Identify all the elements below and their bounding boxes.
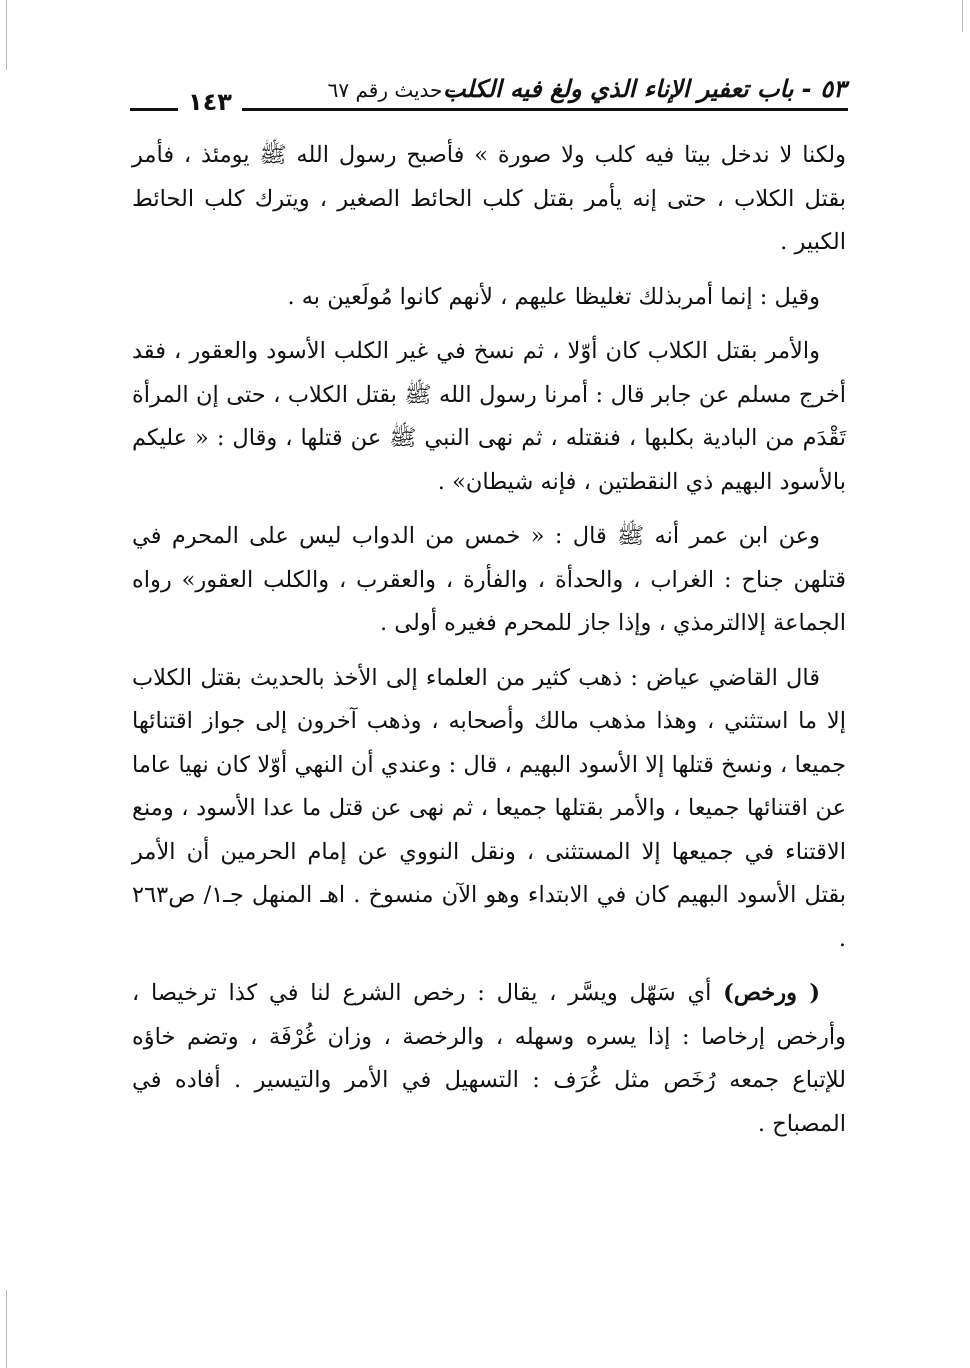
scan-edge-left-bottom <box>6 1290 7 1368</box>
page-body <box>132 134 846 1157</box>
definition-text: أي سَهّل ويسَّر ، يقال : رخص الشرع لنا في كذا ترخيصا ، وأرخص إرخاصا : إذا يسره وسهله ، والرخصة ، وزان غُرْفَة ، وتضم خاؤه للإتباع جمعه رُخَص مثل غُرَف : التسهيل في الأمر والتيسير . أفاده في المصباح . <box>132 980 846 1137</box>
paragraph-2: وقيل : إنما أمربذلك تغليظا عليهم ، لأنهم كانوا مُولَعين به . <box>287 283 820 310</box>
page-header <box>130 68 848 120</box>
hadith-number: - حديث رقم ٦٧ <box>327 78 456 102</box>
paragraph-1: ولكنا لا ندخل بيتا فيه كلب ولا صورة » فأصبح رسول الله ﷺ يومئذ ، فأمر بقتل الكلاب ، حتى إنه يأمر بقتل كلب الحائط الصغير ، ويترك كلب الحائط الكبير . <box>132 142 846 255</box>
paragraph-4: وعن ابن عمر أنه ﷺ قال : « خمس من الدواب ليس على المحرم في قتلهن جناح : الغراب ، والحدأة ، والفأرة ، والعقرب ، والكلب العقور» رواه الجماعة إلاالترمذي ، وإذا جاز للمحرم فغيره أولى . <box>132 523 846 636</box>
paragraph-5: قال القاضي عياض : ذهب كثير من العلماء إلى الأخذ بالحديث بقتل الكلاب إلا ما استثني ، وهذا مذهب مالك وأصحابه ، وذهب آخرون إلى جواز اقتنائها جميعا ، ونسخ قتلها إلا الأسود البهيم ، قال : وعندي أن النهي أوّلا كان نهيا عاما عن اقتنائها جميعا ، والأمر بقتلها جميعا ، ثم نهى عن قتل ما عدا الأسود ، ومنع الاقتناء في جميعها إلا المستثنى ، ونقل النووي عن إمام الحرمين أن الأمر بقتل الأسود البهيم كان في الابتداء وهو الآن منسوخ . اهـ المنهل جـ١/ ص٢٦٣ . <box>132 664 847 952</box>
defined-term: ( ورخص) <box>723 980 820 1006</box>
scan-edge-left-top <box>6 0 7 70</box>
scan-edge-right-top <box>962 0 963 32</box>
page-number-dash <box>130 108 176 111</box>
page-number: ١٤٣ <box>178 88 242 116</box>
chapter-title: ٥٣ - باب تعفير الإناء الذي ولغ فيه الكلب <box>442 75 846 103</box>
paragraph-3: والأمر بقتل الكلاب كان أوّلا ، ثم نسخ في غير الكلب الأسود والعقور ، فقد أخرج مسلم عن جابر قال : أمرنا رسول الله ﷺ بقتل الكلاب ، حتى إن المرأة تَقْدَم من البادية بكلبها ، فنقتله ، ثم نهى النبي ﷺ عن قتلها ، وقال : « عليكم بالأسود البهيم ذي النقطتين ، فإنه شيطان» . <box>132 338 846 495</box>
paragraph-6 <box>132 972 846 1146</box>
